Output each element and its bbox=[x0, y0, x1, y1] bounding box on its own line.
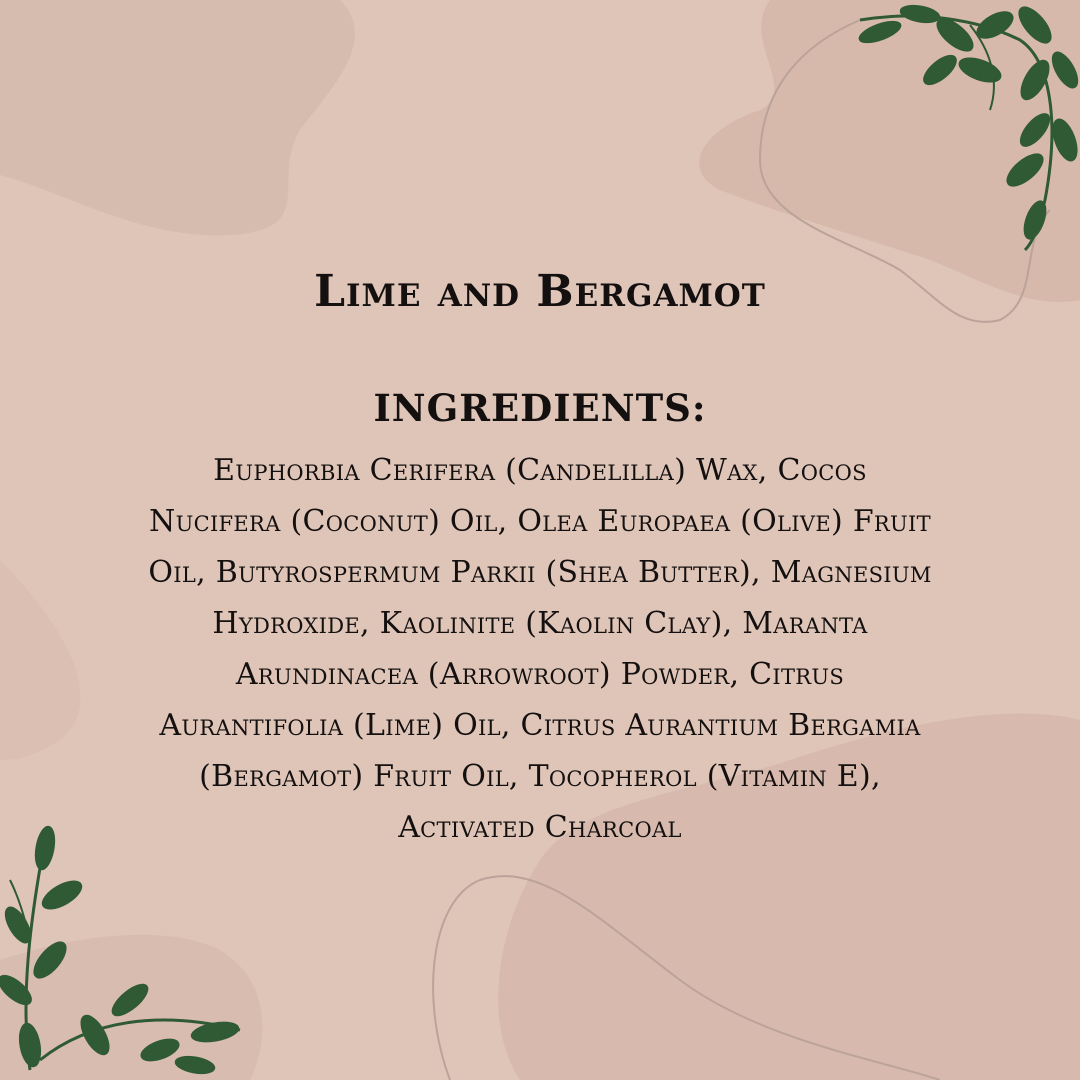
ingredient-line: (Bergamot) Fruit Oil, Tocopherol (Vitamin E), bbox=[199, 759, 881, 794]
ingredients-heading: INGREDIENTS: bbox=[373, 386, 707, 430]
ingredients-list bbox=[90, 445, 990, 853]
ingredient-line: Oil, Butyrospermum Parkii (Shea Butter), Magnesium bbox=[148, 555, 932, 590]
blob-left-mid bbox=[0, 560, 80, 760]
leaf-branch-bottom-left-icon bbox=[0, 820, 260, 1080]
ingredient-line: Aurantifolia (Lime) Oil, Citrus Aurantium Bergamia bbox=[159, 708, 921, 743]
ingredient-line: Euphorbia Cerifera (Candelilla) Wax, Cocos bbox=[213, 453, 867, 488]
leaf-branch-top-right-icon bbox=[820, 0, 1080, 260]
ingredient-line: Nucifera (Coconut) Oil, Olea Europaea (Olive) Fruit bbox=[149, 504, 931, 539]
product-title: Lime and Bergamot bbox=[314, 266, 766, 317]
ingredient-line: Arundinacea (Arrowroot) Powder, Citrus bbox=[235, 657, 845, 692]
ingredient-line: Hydroxide, Kaolinite (Kaolin Clay), Maranta bbox=[212, 606, 868, 641]
blob-top-left bbox=[0, 0, 355, 235]
ingredient-line: Activated Charcoal bbox=[398, 810, 682, 845]
